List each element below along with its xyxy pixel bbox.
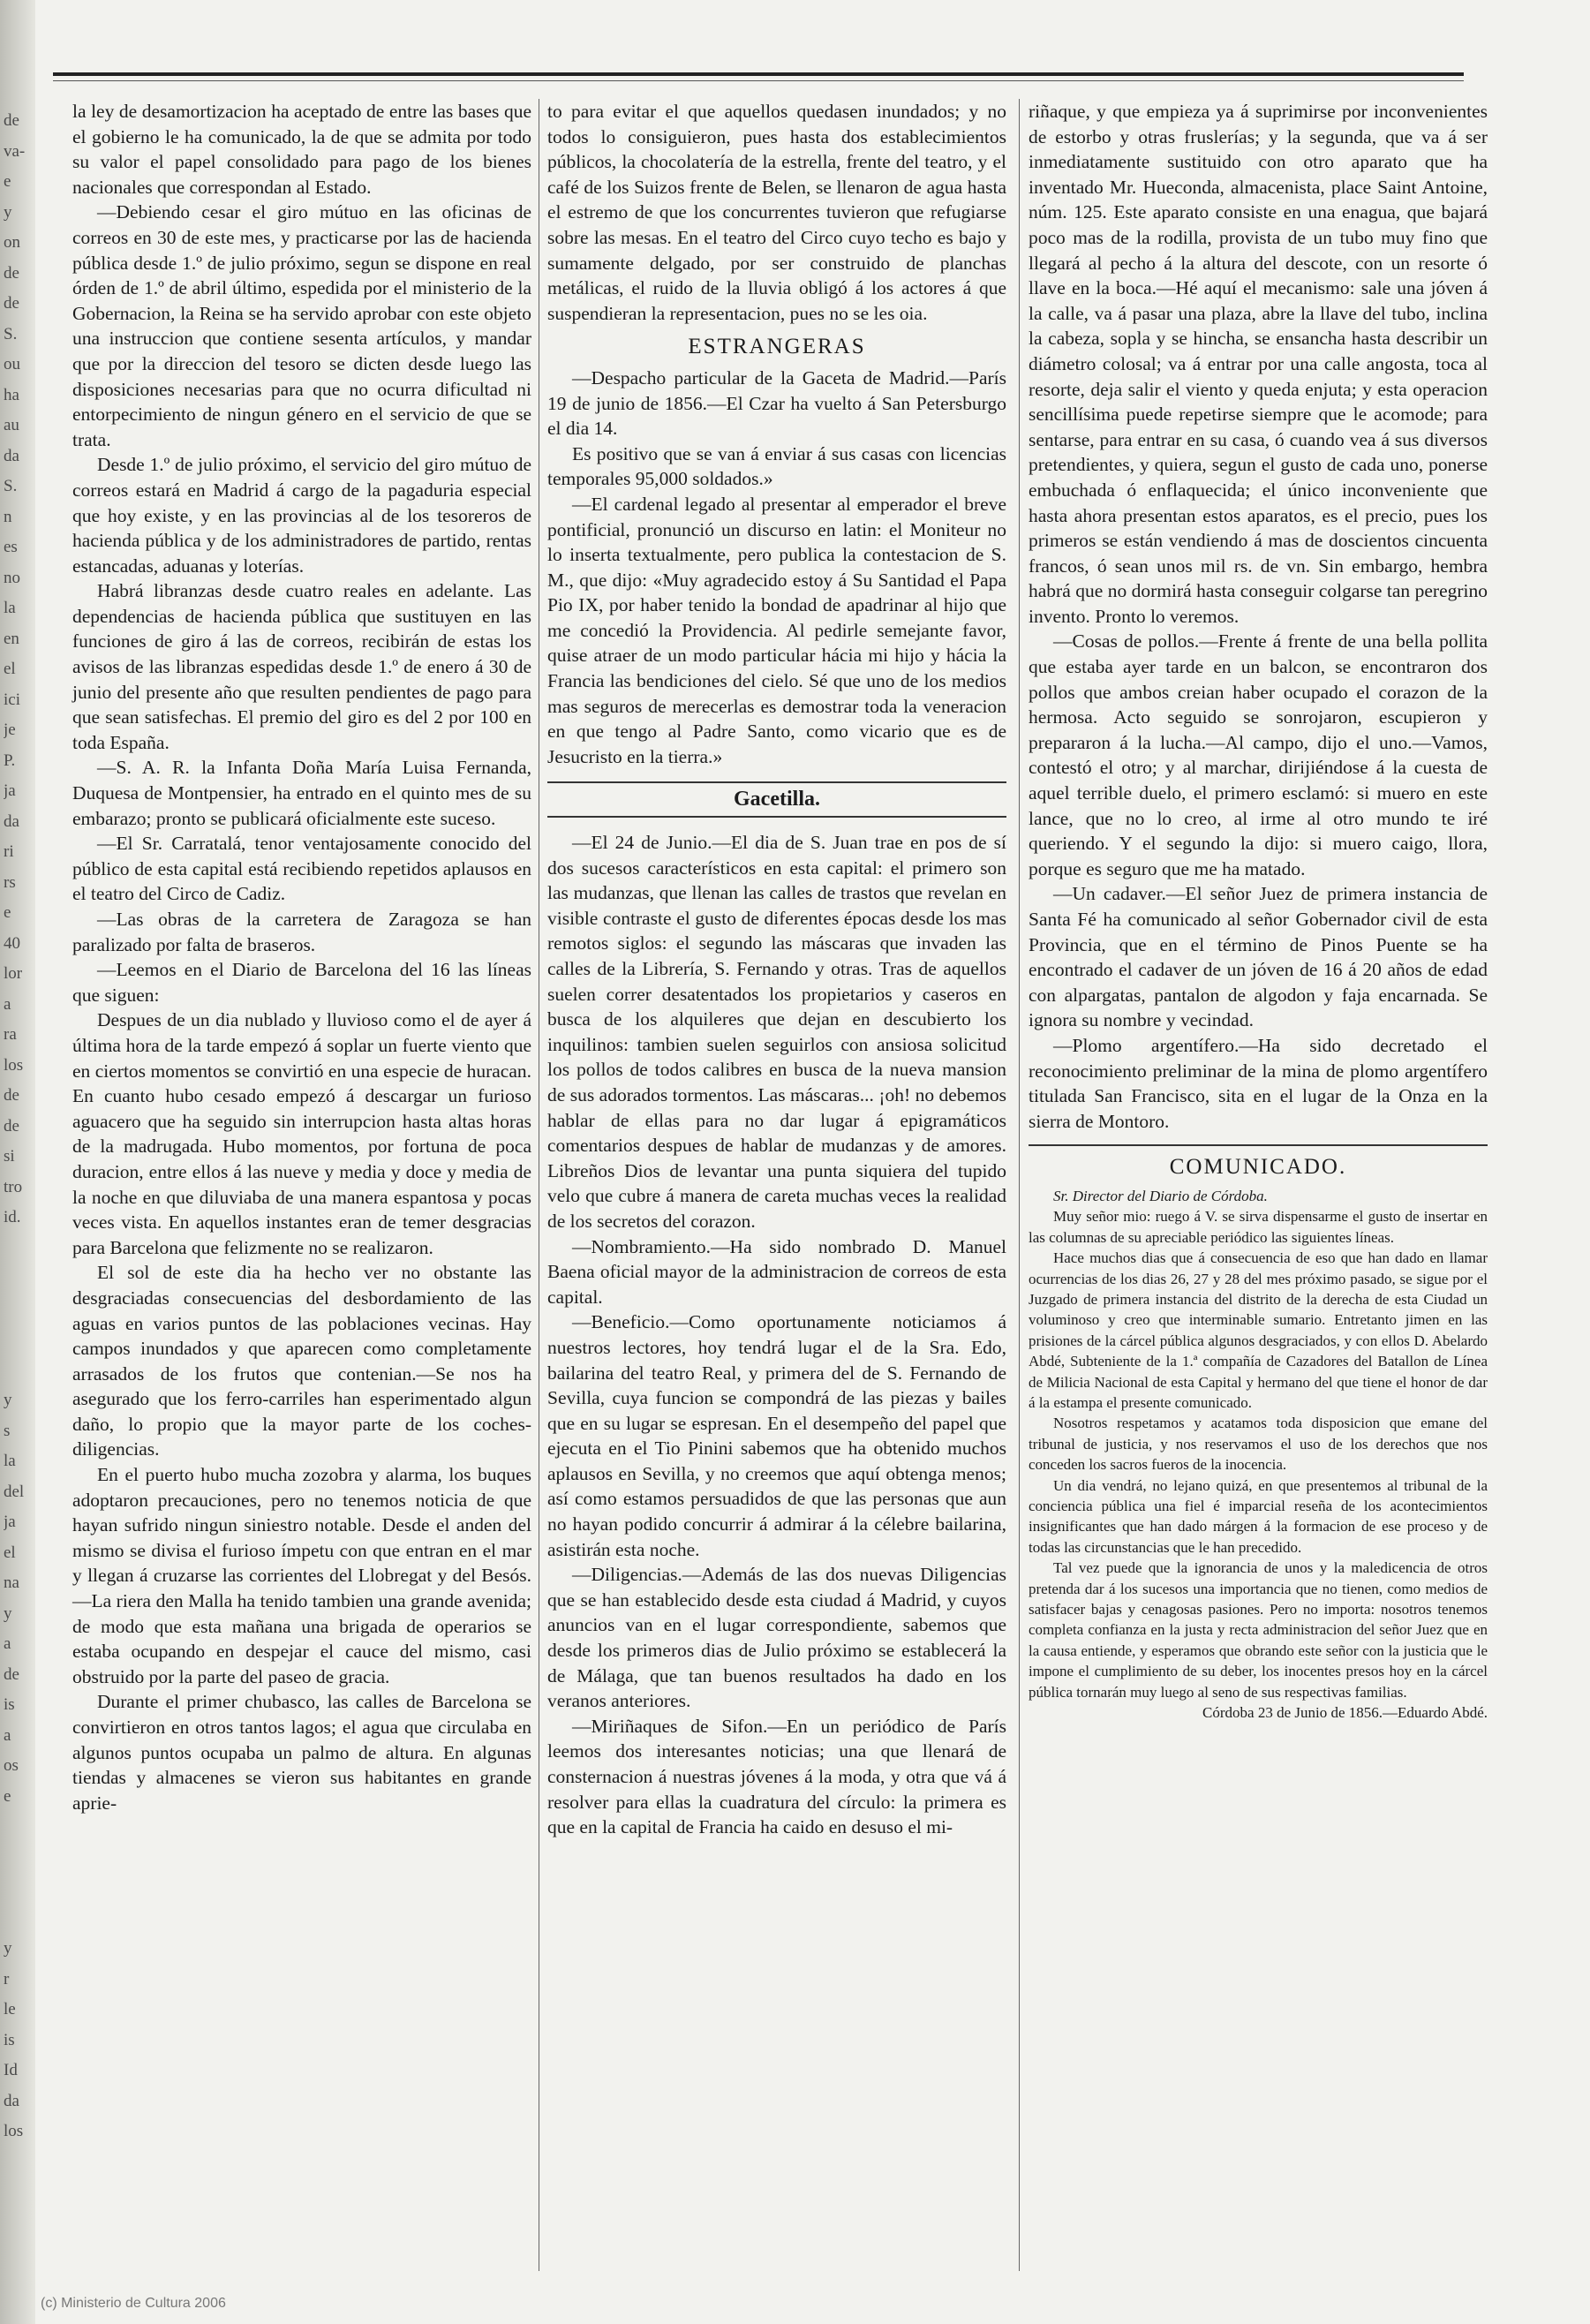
gutter-fragment: de	[4, 1086, 19, 1105]
gutter-fragment: el	[4, 660, 16, 678]
comunicado-rule	[1029, 1144, 1488, 1146]
column-divider-2	[1019, 99, 1020, 2271]
paragraph: —Las obras de la carretera de Zaragoza se han paralizado por falta de braseros.	[72, 909, 531, 955]
column-2	[547, 99, 1006, 1840]
gutter-fragment: S.	[4, 324, 18, 343]
paragraph: El sol de este dia ha hecho ver no obstante las desgraciadas consecuencias del desbordamiento de las aguas en varios puntos de las poblaciones vecinas. Hay campos inundados y que aparecen como completamente arrasados de los frutos que contenian.—Se nos ha asegurado que los ferro-carriles han esperimentado algun daño, lo propio que la mayor parte de los coches-diligencias.	[72, 1262, 531, 1460]
gutter-fragment: on	[4, 233, 20, 252]
gutter-fragment: id.	[4, 1208, 21, 1226]
paragraph: Desde 1.º de julio próximo, el servicio del giro mútuo de correos estará en Madrid á cargo de la pagaduria especial que hoy existe, y en las provincias al de los tesoreros de hacienda pública y de los administradores de partido, rentas estancadas, aduanas y loterías.	[72, 454, 531, 577]
gutter-fragment: rs	[4, 872, 16, 892]
paragraph: —El 24 de Junio.—El dia de S. Juan trae en pos de sí dos sucesos característicos en esta capital: el primero son las mudanzas, que llenan las calles de trastos que revelan en visible contraste el gusto de diferentes épocas desde los mas remotos siglos: el segundo las máscaras que invaden las calles de la Librería, S. Fernando y otras. Tras de aquellos suelen correr desatentados los propietarios y caseros en busca de los alquileres que dejan en descubierto los inquilinos: tambien suelen seguirlos con ansiosa solicitud los pollos de todos calibres en busca de la nueva mansion de sus adorados tormentos. Las máscaras... ¡oh! no debemos hablar de ellas para no dar lugar á epigramáticos comentarios despues de hablar de mudanzas y de amores. Libreños Dios de levantar una punta siquiera del tupido velo que cubre á manera de careta muchas veces la realidad de los secretos del corazon.	[547, 832, 1006, 1232]
gutter-fragment	[4, 1873, 34, 1904]
gutter-fragment: e	[4, 903, 11, 922]
gutter-fragment: da	[4, 811, 19, 831]
top-rule	[53, 72, 1464, 76]
comunicado-signature: Córdoba 23 de Junio de 1856.—Eduardo Abdé.	[1202, 1704, 1488, 1722]
gutter-fragment	[4, 1294, 34, 1325]
gutter-fragment: na	[4, 1573, 19, 1592]
gutter-fragment: va-	[4, 141, 26, 161]
paragraph: En el puerto hubo mucha zozobra y alarma, los buques adoptaron precauciones, pero no tenemos noticia de que hayan sufrido ningun siniestro notable. Desde el anden del mismo se divisa el furioso ímpetu con que entran en el mar y llegan á cruzarse las corrientes del Llobregat y del Besós.—La riera den Malla ha tenido tambien una grande avenida; de modo que esta mañana una brigada de operarios se estaba ocupando en despejar el cauce del mismo, casi obstruido por la parte del paseo de gracia.	[72, 1464, 531, 1687]
gutter-fragment: en	[4, 629, 19, 648]
comunicado-body	[1029, 1206, 1488, 1702]
column-3-news	[1029, 99, 1488, 1134]
gutter-text	[4, 106, 34, 2147]
gutter-fragment: n	[4, 507, 12, 526]
gacetilla-section	[547, 830, 1006, 1840]
paragraph: Muy señor mio: ruego á V. se sirva dispensarme el gusto de insertar en las columnas de su apreciable periódico las siguientes líneas.	[1029, 1208, 1488, 1246]
gutter-fragment: 40	[4, 933, 20, 953]
gutter-fragment: s	[4, 1421, 11, 1440]
gutter-fragment: y	[4, 1939, 12, 1958]
paragraph: —S. A. R. la Infanta Doña María Luisa Fernanda, Duquesa de Montpensier, ha entrado en el quinto mes de su embarazo; pronto se publicará oficialmente este suceso.	[72, 757, 531, 829]
paragraph: —Debiendo cesar el giro mútuo en las oficinas de correos en 30 de este mes, y practicarse por las de hacienda pública desde 1.º de julio próximo, segun se dispone en real órden de 1.º de abril último, espedida por el ministerio de la Gobernacion, la Reina se ha servido aprobar con este objeto una instruccion que contiene sesenta artículos, y mandar que por la direccion del tesoro se dicten desde luego las disposiciones necesarias para que no ocurra dificultad ni entorpecimiento de ningun género en el servicio de que se trata.	[72, 201, 531, 450]
gutter-fragment: da	[4, 2091, 19, 2110]
left-page-edge	[0, 0, 35, 2324]
gutter-fragment: y	[4, 202, 12, 222]
gutter-fragment	[4, 1324, 34, 1355]
gutter-fragment: la	[4, 1452, 16, 1470]
gutter-fragment: is	[4, 1695, 15, 1714]
gutter-fragment: y	[4, 1603, 12, 1623]
gutter-fragment: ici	[4, 690, 20, 709]
paragraph: —El cardenal legado al presentar al emperador el breve pontificial, pronunció un discurso en latin: el Moniteur no lo inserta textualmente, pero publica la contestacion de S. M., que dijo: «Muy agradecido estoy á Su Santidad el Papa Pio IX, por haber tenido la bondad de apadrinar al hijo que me concedió la Providencia. Al pedirle semejante favor, quise atraer de un modo particular hácia mi hijo y hácia la Francia las bendiciones del cielo. Sé que uno de los medios mas seguros de merecerlas es demostrar toda la veneracion en que tengo al Padre Santo, como vicario que es de Jesucristo en la tierra.»	[547, 493, 1006, 767]
paragraph: Durante el primer chubasco, las calles de Barcelona se convirtieron en otros tantos lagos; el agua que circulaba en algunos puntos ocupaba un palmo de altura. En algunas tiendas y almacenes se vieron sus habitantes en grande aprie-	[72, 1691, 531, 1814]
paragraph: —Diligencias.—Además de las dos nuevas Diligencias que se han establecido desde esta ciudad á Madrid, y cuyos anuncios van en el lugar correspondiente, sabemos que desde los primeros dias de Julio próximo se establecerá la de Málaga, que tan buenos resultados ha dado en los veranos anteriores.	[547, 1564, 1006, 1712]
paragraph: la ley de desamortizacion ha aceptado de entre las bases que el gobierno le ha comunicado, la de que se admita por todo su valor el papel consolidado para pago de los bienes nacionales que correspondan al Estado.	[72, 101, 531, 198]
paragraph: Hace muchos dias que á consecuencia de eso que han dado en llamar ocurrencias de los dias 26, 27 y 28 del mes próximo pasado, se sigue por el Juzgado de primera instancia del distrito de la derecha de esta Ciudad un voluminoso y creo que interminable sumario. Entretanto jimen en las prisiones de la cárcel pública algunos desgraciados, y con ellos D. Abelardo Abdé, Subteniente de la 1.ª compañía de Cazadores del Batallon de Línea de Milicia Nacional de esta Capital y hermano del que tiene el honor de dar á la estampa el presente comunicado.	[1029, 1249, 1488, 1411]
top-rule-thin	[53, 80, 1464, 81]
gutter-fragment	[4, 1904, 34, 1935]
paragraph: —Leemos en el Diario de Barcelona del 16 las líneas que siguen:	[72, 959, 531, 1006]
gutter-fragment: de	[4, 111, 19, 130]
gutter-fragment: S.	[4, 477, 18, 495]
gutter-fragment: el	[4, 1543, 16, 1562]
comunicado-heading: COMUNICADO.	[1169, 1155, 1347, 1180]
gutter-fragment: os	[4, 1756, 19, 1775]
paragraph: —Beneficio.—Como oportunamente noticiamos á nuestros lectores, hoy tendrá lugar el de la Sra. Edo, bailarina del teatro Real, y primera del de S. Fernando de Sevilla, cuya funcion se compondrá de las piezas y bailes que en su lugar se espresan. En el desempeño del papel que ejecuta en el Tio Pinini sabemos que ha obtenido muchos aplausos en Sevilla, y no creemos que aquí obtenga menos; así como estamos persuadidos de que las personas que aun no hayan podido concurrir á admirar á la célebre bailarina, asistirán esta noche.	[547, 1311, 1006, 1560]
col2-continuation: to para evitar el que aquellos quedasen inundados; y no todos lo consiguieron, pues hasta dos establecimientos públicos, la chocolatería de la estrella, frente del teatro, y el café de los Suizos frente de Belen, se llenaron de agua hasta el estremo de que los concurrentes tuvieron que refugiarse sobre las mesas. En el teatro del Circo cuyo techo es bajo y sumamente delgado, por ser construido de planchas metálicas, el ruido de la lluvia obligó á los actores á que suspendieran la representacion, pues no se les oia.	[547, 101, 1006, 324]
gutter-fragment	[4, 1843, 34, 1874]
gutter-fragment: es	[4, 538, 18, 556]
gutter-fragment: del	[4, 1482, 25, 1501]
paragraph: riñaque, y que empieza ya á suprimirse por inconvenientes de estorbo y otras fruslerías; y la segunda, que va á ser inmediatamente sustituido con otro aparato que ha inventado Mr. Hueconda, almacenista, place Saint Antoine, núm. 125. Este aparato consiste en una enagua, que bajará poco mas de la rodilla, provista de un tubo muy fino que llegará al pecho á la altura del descote, con un resorte ó llave en la boca.—Hé aquí el mecanismo: sale una jóven á la calle, va á pasar una plaza, abre la llave del tubo, inclina la cabeza, sopla y se hincha, se ensancha hasta describir un diámetro colosal; va á entrar por una calle angosta, toca al resorte, deja salir el viento y queda enjuta; y esta operacion sencillísima puede repetirse siempre que le acomode; para sentarse, para entrar en su casa, ó cuando vea á sus diversos pretendientes, y quiera, segun el gusto de cada uno, ponerse embuchada ó enflaquecida; el único inconveniente que hasta ahora presentan estos aparatos, es el precio, pues los primeros se están vendiendo á mas de doscientos cincuenta francos, ó sean unos mil rs. de vn. Sin embargo, hembra habrá que no dormirá hasta conseguir colgarse tan peregrino invento. Pronto lo veremos.	[1029, 101, 1488, 627]
gutter-fragment: ja	[4, 1513, 16, 1531]
gutter-fragment	[4, 1264, 34, 1294]
gutter-fragment: si	[4, 1147, 15, 1166]
estrangeras-heading: ESTRANGERAS	[688, 335, 866, 359]
paragraph: Nosotros respetamos y acatamos toda disposicion que emane del tribunal de justicia, y nos reservamos el uso de los derechos que nos conceden los sacros fueros de la inocencia.	[1029, 1415, 1488, 1474]
gutter-fragment: P.	[4, 751, 16, 770]
gutter-fragment: le	[4, 2000, 16, 2018]
gutter-fragment: e	[4, 172, 11, 191]
gutter-fragment	[4, 1812, 34, 1843]
gutter-fragment: ri	[4, 842, 14, 861]
gutter-fragment: de	[4, 294, 19, 313]
gutter-fragment: los	[4, 2122, 24, 2140]
gutter-fragment: de	[4, 1116, 19, 1136]
gutter-fragment: is	[4, 2030, 15, 2049]
paragraph: Habrá libranzas desde cuatro reales en adelante. Las dependencias de hacienda pública que sustituyen en las funciones de giro á las de correos, recibirán de estas los avisos de las libranzas espedidas desde 1.º de enero á 30 de junio del presente año que resulten pendientes de pago para que sean satisfechas. El premio del giro es del 2 por 100 en toda España.	[72, 580, 531, 753]
gutter-fragment: no	[4, 568, 20, 587]
gutter-fragment: de	[4, 1664, 19, 1684]
gutter-fragment: Id	[4, 2061, 18, 2079]
gutter-fragment: lor	[4, 964, 23, 983]
gutter-fragment: a	[4, 994, 11, 1014]
paragraph: —El Sr. Carratalá, tenor ventajosamente conocido del público de esta capital está recibiendo repetidos aplausos en el teatro del Circo de Cadiz.	[72, 833, 531, 905]
column-1	[72, 99, 531, 1815]
gutter-fragment: de	[4, 263, 19, 283]
paragraph: —Un cadaver.—El señor Juez de primera instancia de Santa Fé ha comunicado al señor Gobernador civil de esta Provincia, que en el término de Pinos Puente se ha encontrado el cadaver de un jóven de 16 á 20 años de edad con alpargatas, pantalon de algodon y faja encarnada. Se ignora su nombre y vecindad.	[1029, 883, 1488, 1031]
gutter-fragment: ra	[4, 1025, 17, 1044]
paragraph: —Despacho particular de la Gaceta de Madrid.—París 19 de junio de 1856.—El Czar ha vuelto á San Petersburgo el dia 14.	[547, 366, 1006, 440]
paragraph: Es positivo que se van á enviar á sus casas con licencias temporales 95,000 soldados.»	[547, 442, 1006, 490]
comunicado-salutation: Sr. Director del Diario de Córdoba.	[1053, 1187, 1268, 1204]
paragraph: —Miriñaques de Sifon.—En un periódico de París leemos dos interesantes noticias; una que llenará de consternacion á nuestras jóvenes á la moda, y otra que vá á resolver para ellas la cuadratura del círculo: la primera es que en la capital de Francia ha caido en desuso el mi-	[547, 1715, 1006, 1838]
paragraph: —Cosas de pollos.—Frente á frente de una bella pollita que estaba ayer tarde en un balcon, se encontraron dos pollos que ambos creian haber ocupado el corazon de la hermosa. Acto seguido se sonrojaron, escupieron y prepararon á la lucha.—Al campo, dijo el uno.—Vamos, contestó el otro; y al marchar, dirijiéndose á la cuesta de aquel terrible duelo, el primero esclamó: si muero en este lance, que no lo creo, al irme al otro mundo te iré queriendo. Y el segundo la dijo: si muero caigo, llora, porque es seguro que me ha matado.	[1029, 630, 1488, 879]
estrangeras-section	[547, 366, 1006, 770]
gutter-fragment: tro	[4, 1177, 23, 1196]
paragraph: Un dia vendrá, no lejano quizá, en que presentemos al tribunal de la conciencia pública una fiel é imparcial reseña de los acontecimientos insignificantes que han dado márgen á la formacion de ese proceso y de todas las circunstancias que le han precedido.	[1029, 1476, 1488, 1556]
gutter-fragment	[4, 1355, 34, 1386]
gutter-fragment: a	[4, 1634, 11, 1653]
gutter-fragment: los	[4, 1055, 24, 1075]
gutter-fragment	[4, 1234, 34, 1264]
copyright-credit: (c) Ministerio de Cultura 2006	[41, 2296, 226, 2311]
paragraph: —Nombramiento.—Ha sido nombrado D. Manuel Baena oficial mayor de la administracion de correos de esta capital.	[547, 1235, 1006, 1308]
paragraph: Tal vez puede que la ignorancia de unos y la maledicencia de otros pretenda dar á los sucesos una importancia que no tienen, como medios de satisfacer bajas y cenagosas pasiones. Pero no importa: nosotros tenemos completa confianza en la justa y recta administracion del señor Juez que en la causa entiende, y esperamos que obrando este señor con la justicia que le impone el cumplimiento de su deber, los inocentes presos hoy en la cárcel pública tornarán muy luego al seno de sus respectivas familias.	[1029, 1559, 1488, 1701]
gutter-fragment: ou	[4, 355, 20, 374]
column-3	[1029, 99, 1488, 1724]
gutter-fragment: da	[4, 446, 19, 465]
gutter-fragment: r	[4, 1969, 10, 1988]
gutter-fragment: je	[4, 721, 16, 739]
gutter-fragment: a	[4, 1725, 11, 1745]
gutter-fragment: y	[4, 1391, 12, 1409]
paragraph: Despues de un dia nublado y lluvioso como el de ayer á última hora de la tarde empezó á soplar un fuerte viento que en ciertos momentos se convirtió en una especie de huracan. En cuanto hubo cesado empezó á descargar un furioso aguacero que ha seguido sin interrupcion hasta altas horas de la madrugada. Hubo momentos, por fortuna de poca duracion, entre ellos á las nueve y media y doce y media de la noche en que diluviaba de una manera espantosa y pocas veces vista. En aquellos instantes eran de temer desgracias para Barcelona que felizmente no se realizaron.	[72, 1009, 531, 1258]
gutter-fragment: ja	[4, 781, 16, 800]
gutter-fragment: la	[4, 599, 16, 617]
gutter-fragment: e	[4, 1786, 11, 1806]
paragraph: —Plomo argentífero.—Ha sido decretado el reconocimiento preliminar de la mina de plomo argentífero titulada San Francisco, sita en el lugar de la Onza en la sierra de Montoro.	[1029, 1034, 1488, 1132]
gutter-fragment: au	[4, 416, 19, 434]
gutter-fragment: ha	[4, 385, 19, 404]
gacetilla-heading: Gacetilla.	[547, 781, 1006, 818]
